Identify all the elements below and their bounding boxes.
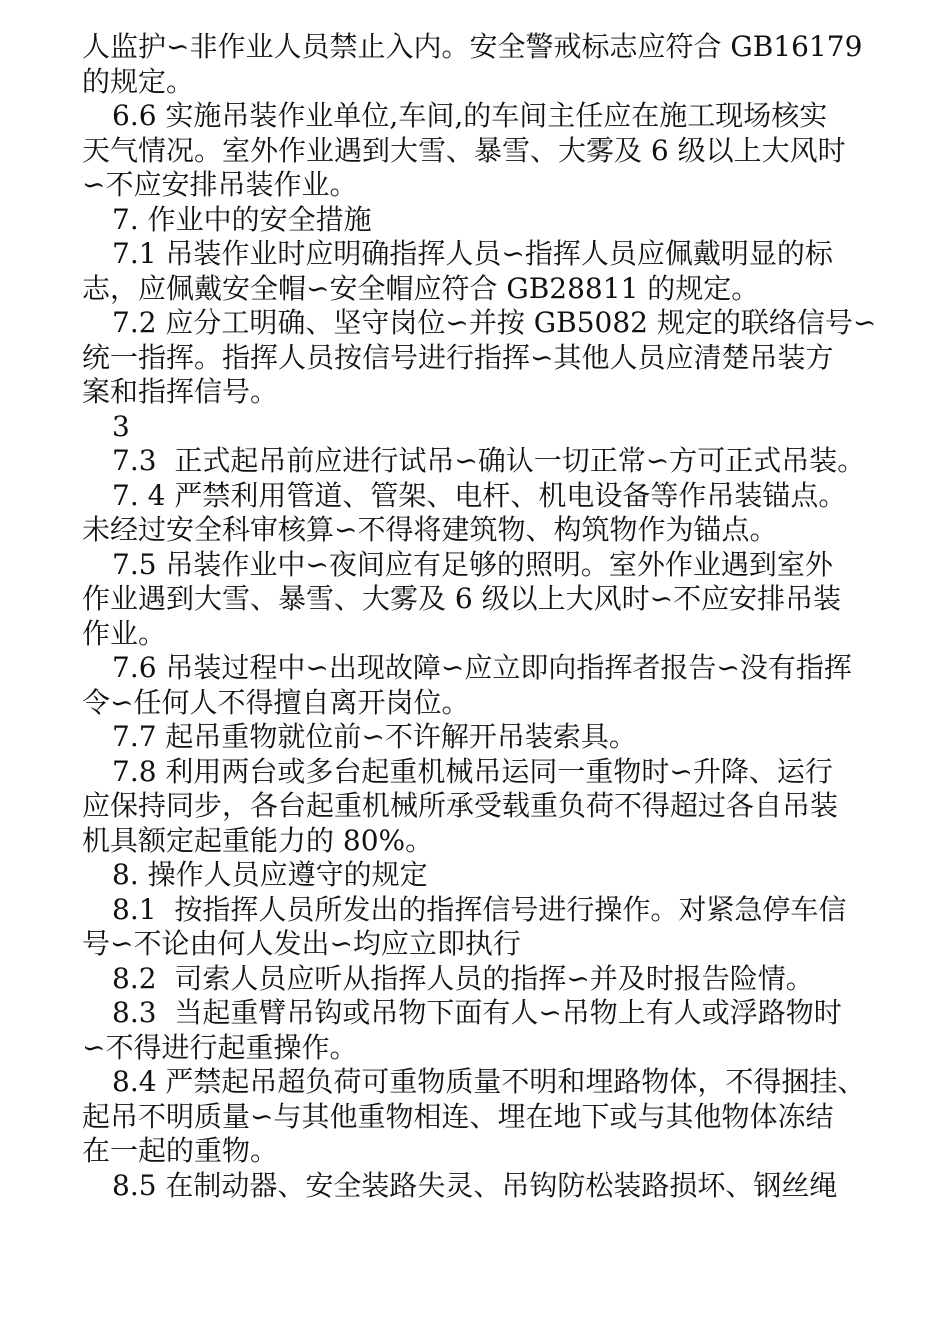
text-line: 作业。	[82, 616, 167, 650]
text-line: 7.3 正式起吊前应进行试吊∽确认一切正常∽方可正式吊装。	[112, 444, 866, 477]
text-line: 3	[112, 409, 130, 443]
text-line: 8.3 当起重臂吊钩或吊物下面有人∽吊物上有人或浮路物时	[112, 996, 842, 1029]
text-line: 天气情况。室外作业遇到大雪、暴雪、大雾及 6 级以上大风时	[82, 133, 846, 167]
text-line: 人监护∽非作业人员禁止入内。安全警戒标志应符合 GB16179	[82, 30, 863, 63]
text-line: 统一指挥。指挥人员按信号进行指挥∽其他人员应清楚吊装方	[82, 340, 834, 374]
text-line: 志，应佩戴安全帽∽安全帽应符合 GB28811 的规定。	[82, 271, 760, 305]
text-line: 在一起的重物。	[82, 1134, 279, 1167]
text-line: 8.5 在制动器、安全装路失灵、吊钩防松装路损坏、钢丝绳	[112, 1168, 838, 1202]
text-line: 起吊不明质量∽与其他重物相连、埋在地下或与其他物体冻结	[82, 1099, 834, 1133]
text-line: 7.7 起吊重物就位前∽不许解开吊装索具。	[112, 720, 637, 753]
text-line: 7.6 吊装过程中∽出现故障∽应立即向指挥者报告∽没有指挥	[112, 651, 852, 684]
text-line: 8.1 按指挥人员所发出的指挥信号进行操作。对紧急停车信	[112, 892, 847, 926]
text-line: 8.4 严禁起吊超负荷可重物质量不明和埋路物体，不得捆挂、	[112, 1065, 866, 1098]
text-line: 8. 操作人员应遵守的规定	[112, 858, 428, 891]
text-line: 7.5 吊装作业中∽夜间应有足够的照明。室外作业遇到室外	[112, 547, 833, 581]
text-line: 未经过安全科审核算∽不得将建筑物、构筑物作为锚点。	[82, 513, 778, 546]
text-line: ∽不得进行起重操作。	[82, 1030, 358, 1064]
text-line: 7. 作业中的安全措施	[112, 202, 372, 236]
text-line: 8.2 司索人员应听从指挥人员的指挥∽并及时报告险情。	[112, 961, 814, 995]
text-line: 作业遇到大雪、暴雪、大雾及 6 级以上大风时∽不应安排吊装	[82, 582, 842, 615]
document-body	[82, 30, 882, 1203]
text-line: 7.2 应分工明确、坚守岗位∽并按 GB5082 规定的联络信号∽	[112, 306, 877, 339]
text-line: 号∽不论由何人发出∽均应立即执行	[82, 927, 521, 960]
text-line: 6.6 实施吊装作业单位,车间,的车间主任应在施工现场核实	[112, 99, 828, 132]
text-line: 7. 4 严禁利用管道、管架、电杆、机电设备等作吊装锚点。	[112, 478, 847, 512]
text-line: ∽不应安排吊装作业。	[82, 168, 358, 201]
text-line: 的规定。	[82, 64, 195, 98]
text-line: 应保持同步，各台起重机械所承受载重负荷不得超过各自吊装	[82, 789, 839, 822]
text-line: 案和指挥信号。	[82, 375, 279, 408]
text-line: 令∽任何人不得擅自离开岗位。	[82, 685, 470, 719]
text-line: 7.8 利用两台或多台起重机械吊运同一重物时∽升降、运行	[112, 754, 833, 788]
text-line: 机具额定起重能力的 80%。	[82, 823, 434, 857]
text-line: 7.1 吊装作业时应明确指挥人员∽指挥人员应佩戴明显的标	[112, 237, 833, 270]
